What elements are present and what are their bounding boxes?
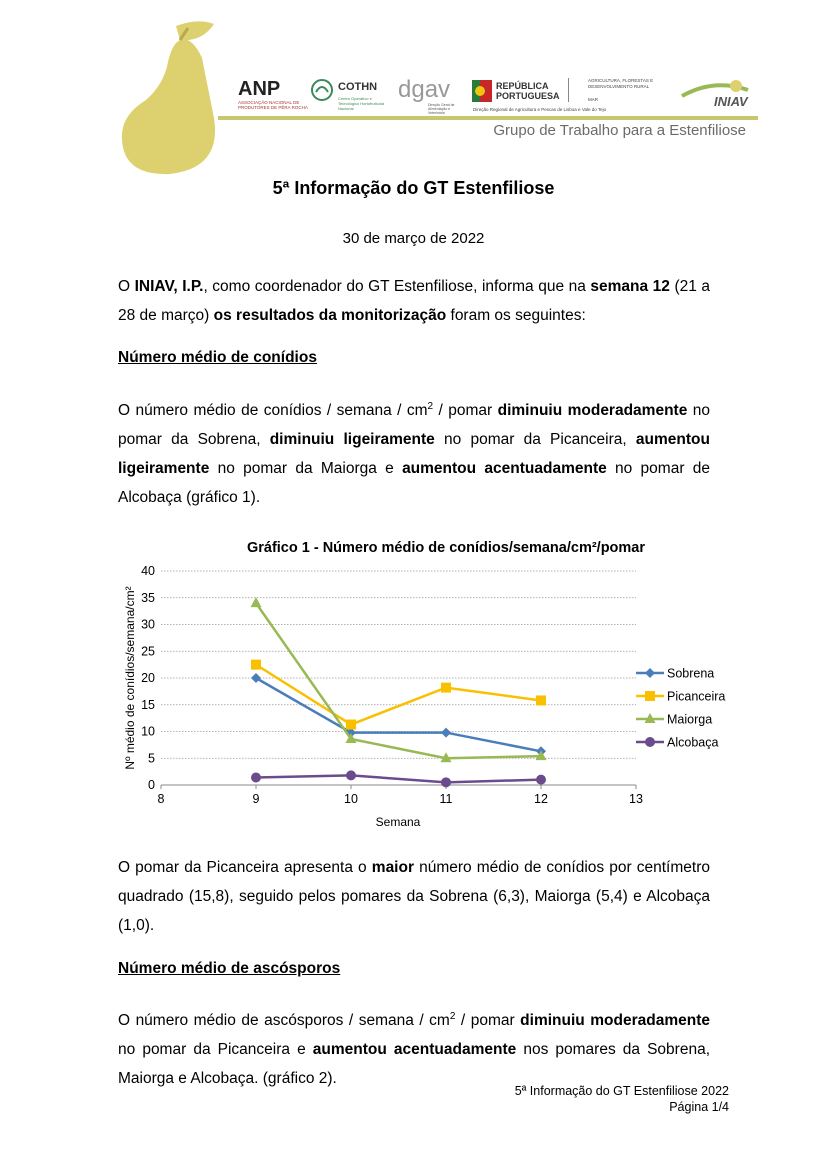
y-tick-label: 5: [148, 751, 155, 766]
footer-title: 5ª Informação do GT Estenfiliose 2022: [514, 1084, 729, 1098]
y-tick-label: 40: [141, 564, 155, 578]
chart-series: [251, 597, 547, 787]
series-maiorga: [251, 597, 547, 762]
anp-logo: ANP ASSOCIAÇÃO NACIONAL DE PRODUTORES DE PÊRA ROCHA: [238, 78, 308, 110]
document-date: 30 de março de 2022: [342, 230, 485, 247]
page-title: 5ª Informação do GT Estenfiliose: [272, 178, 555, 198]
y-tick-label: 15: [141, 697, 155, 712]
x-tick-label: 12: [534, 792, 548, 806]
dgav-logo: dgav Direção Geral de Alimentação e Veterinária: [398, 76, 455, 115]
legend-marker: [645, 737, 655, 747]
legend-label: Maiorga: [667, 712, 713, 727]
legend-item: [636, 667, 714, 681]
y-tick-label: 35: [141, 590, 155, 605]
ascosporos-paragraph: O número médio de ascósporos / semana / $cm^2$ / pomar diminuiu moderadamente no pomar da Picanceira e aumentou acentuadamente nos pomares da Sobrena, Maiorga e Alcobaça. (gráfico 2).: [118, 1011, 711, 1088]
page-footer: [515, 1083, 729, 1115]
chart-legend: [636, 667, 725, 750]
series-picanceira: [251, 660, 546, 730]
data-point: [536, 775, 546, 785]
document-header: [118, 18, 758, 178]
pear-logo-icon: [118, 18, 228, 178]
legend-item: [636, 736, 718, 750]
section-heading-ascosporos: Número médio de ascósporos: [118, 960, 341, 977]
x-axis-label: Semana: [375, 815, 421, 829]
series-line: [256, 775, 541, 782]
y-tick-label: 10: [141, 724, 155, 739]
legend-item: [636, 690, 725, 704]
series-sobrena: [251, 673, 546, 756]
legend-label: Alcobaça: [667, 735, 719, 750]
group-name: Grupo de Trabalho para a Estenfiliose: [493, 122, 746, 139]
y-axis-ticks: [141, 564, 155, 792]
x-tick-label: 8: [157, 792, 165, 806]
legend-marker: [645, 668, 655, 678]
legend-label: Sobrena: [667, 666, 715, 681]
data-point: [346, 770, 356, 780]
cothn-leaf-icon: [310, 78, 334, 102]
picanceira-paragraph: O pomar da Picanceira apresenta o maior número médio de conídios por centímetro quadrado (15,8), seguido pelos pomares da Sobrena (6,3), Maiorga (5,4) e Alcobaça (1,0).: [118, 859, 710, 934]
ministry-label: AGRICULTURA, FLORESTAS E DESENVOLVIMENTO RURAL MAR: [588, 78, 654, 102]
legend-label: Picanceira: [667, 689, 726, 704]
legend-item: [636, 713, 712, 727]
data-point: [346, 720, 356, 730]
chart-gridlines: [161, 571, 636, 785]
series-line: [256, 678, 541, 751]
regional-label: Direção Regional de Agricultura e Pescas de Lisboa e Vale do Tejo: [473, 107, 607, 112]
chart-title: Gráfico 1 - Número médio de conídios/semana/cm²/pomar: [246, 540, 646, 556]
data-point: [251, 660, 261, 670]
conidios-line-chart: [0, 530, 827, 835]
y-tick-label: 0: [148, 778, 155, 792]
y-tick-label: 30: [141, 617, 155, 632]
iniav-logo: INIAV: [678, 76, 752, 112]
y-tick-label: 20: [141, 671, 155, 685]
x-tick-label: 10: [344, 792, 358, 806]
data-point: [251, 773, 261, 783]
section-heading-conidios: Número médio de conídios: [118, 349, 317, 366]
data-point: [251, 597, 262, 607]
x-tick-label: 9: [252, 792, 260, 806]
cothn-logo: COTHN Centro Operativo e Tecnológico Hortofrutícola Nacional: [310, 78, 390, 114]
series-line: [256, 603, 541, 758]
conidios-paragraph: O número médio de conídios / semana / $cm^2$ / pomar diminuiu moderadamente no pomar da Sobrena, diminuiu ligeiramente no pomar da Picanceira, aumentou ligeiramente no pomar da Maiorga e aumentou acentuadamente no pomar de Alcobaça (gráfico 1).: [118, 401, 711, 507]
coat-of-arms-icon: [472, 80, 492, 102]
data-point: [441, 728, 451, 738]
data-point: [441, 683, 451, 693]
series-line: [256, 665, 541, 725]
y-tick-label: 25: [141, 644, 155, 659]
page-number: Página 1/4: [669, 1100, 729, 1114]
data-point: [536, 695, 546, 705]
header-divider: [218, 116, 758, 120]
y-axis-label: Nº médio de conídios/semana/cm²: [123, 586, 137, 770]
legend-marker: [645, 691, 655, 701]
x-axis-ticks: [158, 785, 643, 806]
x-tick-label: 11: [439, 792, 453, 806]
data-point: [441, 777, 451, 787]
republica-logo: REPÚBLICA PORTUGUESA: [472, 78, 578, 114]
x-tick-label: 13: [629, 792, 643, 806]
intro-paragraph: O INIAV, I.P., como coordenador do GT Estenfiliose, informa que na semana 12 (21 a 28 de março) os resultados da monitorização foram os seguintes:: [118, 278, 711, 324]
data-point: [251, 673, 261, 683]
